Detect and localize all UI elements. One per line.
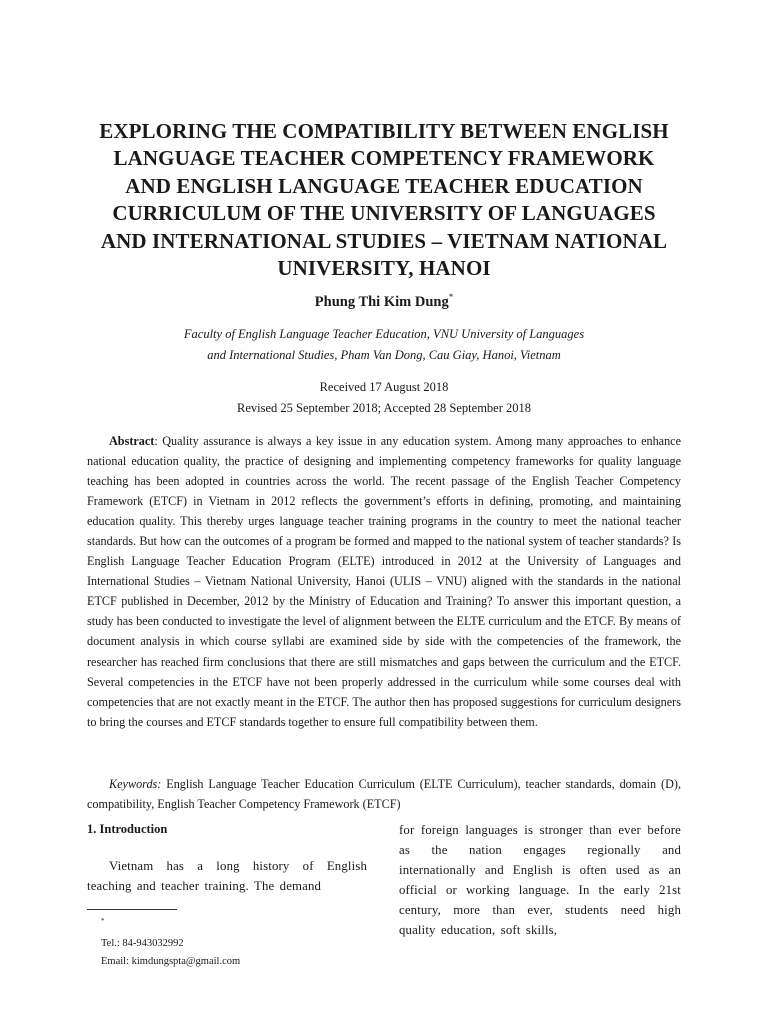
title-line: AND INTERNATIONAL STUDIES – VIETNAM NATIONAL bbox=[100, 228, 668, 253]
affiliation-line: Faculty of English Language Teacher Education, VNU University of Languages bbox=[183, 327, 585, 341]
author-name bbox=[0, 292, 768, 311]
title-line: UNIVERSITY, HANOI bbox=[277, 256, 491, 281]
author-footnote bbox=[87, 912, 387, 971]
footnote-marker: * bbox=[101, 917, 105, 925]
keywords-label: Keywords: bbox=[109, 777, 162, 791]
footnote-email: Email: kimdungspta@gmail.com bbox=[101, 955, 241, 967]
right-column bbox=[399, 820, 681, 940]
title-line: EXPLORING THE COMPATIBILITY BETWEEN ENGLISH bbox=[99, 119, 669, 143]
affiliation-line: and International Studies, Pham Van Dong, Cau Giay, Hanoi, Vietnam bbox=[207, 348, 561, 362]
revised-accepted-date: Revised 25 September 2018; Accepted 28 September 2018 bbox=[236, 401, 532, 415]
submission-dates bbox=[60, 377, 708, 419]
title-line: LANGUAGE TEACHER COMPETENCY FRAMEWORK bbox=[113, 146, 655, 171]
footnote-divider bbox=[87, 909, 177, 910]
abstract bbox=[87, 431, 681, 732]
title-line: CURRICULUM OF THE UNIVERSITY OF LANGUAGES bbox=[112, 201, 656, 226]
keywords bbox=[87, 774, 681, 814]
author-name-text: Phung Thi Kim Dung bbox=[314, 293, 449, 310]
received-date: Received 17 August 2018 bbox=[319, 380, 449, 394]
footnote-tel-line bbox=[87, 912, 387, 953]
paper-title bbox=[60, 118, 708, 282]
footnote-tel: Tel.: 84-943032992 bbox=[101, 937, 184, 949]
section-heading-introduction: 1. Introduction bbox=[87, 822, 168, 836]
intro-paragraph-right: for foreign languages is stronger than ever before as the nation engages regionally and internationally and English is often used as an official or working language. In the early 21st century, more than ever, students need high quality education, soft skills, bbox=[399, 823, 681, 938]
author-affiliation bbox=[60, 324, 708, 366]
title-line: AND ENGLISH LANGUAGE TEACHER EDUCATION bbox=[125, 173, 643, 198]
abstract-text: : Quality assurance is always a key issue in any education system. Among many approaches to enhance national education quality, the practice of designing and implementing competency frameworks for quality language teaching has been adopted in countries across the world. The recent passage of the English Teacher Competency Framework (ETCF) in Vietnam in 2012 reflects the government’s efforts in defining, promoting, and maintaining education quality. This thereby urges language teacher training programs in the country to meet the national teacher standards. But how can the outcomes of a program be formed and mapped to the national system of teacher standards? Is English Language Teacher Education Program (ELTE) introduced in 2012 at the University of Languages and International Studies – Vietnam National University, Hanoi (ULIS – VNU) aligned with the standards in the national ETCF published in December, 2012 by the Ministry of Education and Training? To answer this important question, a study has been conducted to investigate the level of alignment between the ELTE curriculum and the ETCF. By means of document analysis in which course syllabi are examined side by side with the competencies of the framework, the researcher has reached firm conclusions that there are still mismatches and gaps between the curriculum and the ETCF. Several competencies in the ETCF have not been properly addressed in the curriculum while some courses deal with competencies that are not exactly meant in the ETCF. The author then has proposed suggestions for curriculum designers to bring the courses and ETCF standards together to ensure full compatibility between them. bbox=[87, 434, 681, 729]
abstract-label: Abstract bbox=[109, 434, 155, 448]
keywords-text: English Language Teacher Education Curriculum (ELTE Curriculum), teacher standards, domain (D), compatibility, English Teacher Competency Framework (ETCF) bbox=[87, 777, 681, 812]
intro-paragraph-left: Vietnam has a long history of English teaching and teacher training. The demand bbox=[87, 859, 367, 894]
author-footnote-marker: * bbox=[448, 292, 454, 302]
left-column bbox=[87, 820, 367, 896]
